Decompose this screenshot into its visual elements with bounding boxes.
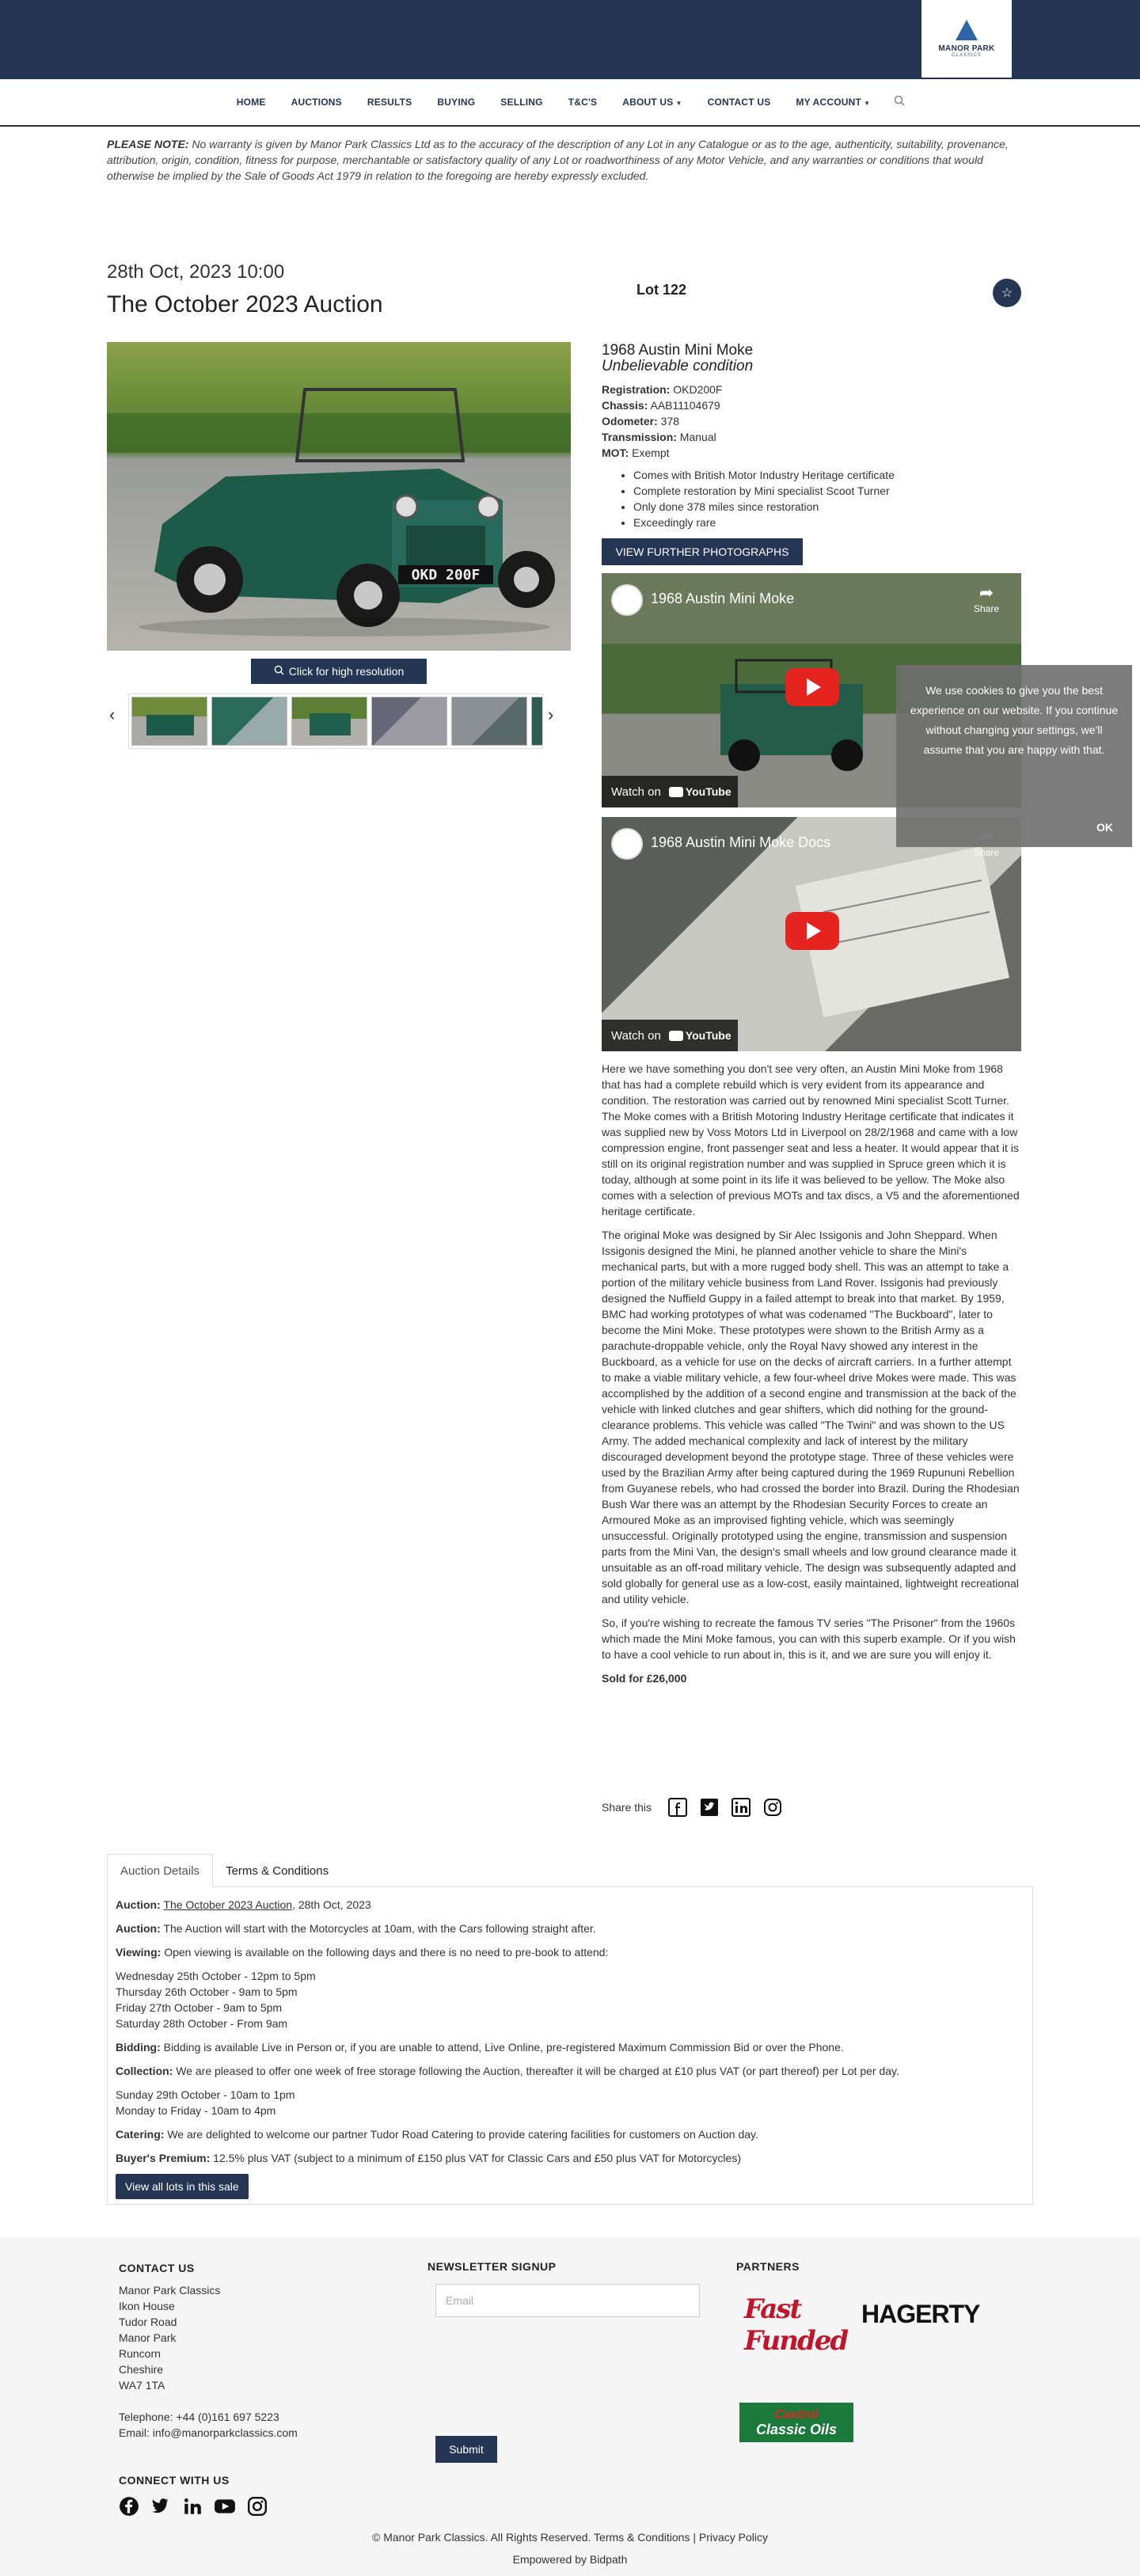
description-paragraph: The original Moke was designed by Sir Alec Issigonis and John Sheppard. When Issigonis designed the Mini, he planned another vehicle to share the Mini's mechanical parts, but with a more rugged body shell. This was an attempt to take a portion of the military vehicle business from Land Rover. Issigonis had previously designed the Nuffield Guppy in a failed attempt to break into that market. By 1959, BMC had working prototypes of what was codenamed "The Buckboard", later to become the Mini Moke. These prototypes were shown to the British Army as a parachute-droppable vehicle, only the Royal Navy showed any interest in the Buckboard, as a vehicle for use on the decks of aircraft carriers. In a further attempt to make a viable military vehicle, a few four-wheel drive Mokes were made. This was accomplished by the addition of a second engine and transmission at the back of the vehicle with linked clutches and gear shifters, which did nothing for the ground-clearance problems. This vehicle was called "The Twini" and was shown to the US Army. The added mechanical complexity and lack of interest by the military discouraged development beyond the prototype stage. Three of these vehicles were used by the Brazilian Army after being captured during the 1969 Rupununi Rebellion from Guyanese rebels, who had crossed the border into Brazil. During the Rhodesian Bush War there was an attempt by the Rhodesian Security Forces to create an Armoured Moke as an improvised fighting vehicle, which was seemingly unsuccessful. Originally prototyped using the engine, transmission and suspension parts from the Mini Van, the design's small wheels and low ground clearance made it unsuitable as an off-road military vehicle. The design was subsequently adapted and sold globally for general use as a low-cost, easily maintained, lightweight recreational and utility vehicle. <box>602 1229 1020 1605</box>
address-line: Tudor Road <box>119 2316 177 2328</box>
address-line: Runcorn <box>119 2347 161 2360</box>
high-resolution-button[interactable] <box>251 659 427 684</box>
detail-text: Open viewing is available on the following days and there is no need to pre-book to attend: <box>161 1946 609 1959</box>
footer-connect <box>119 2474 268 2519</box>
watch-on-label: Watch on <box>611 785 661 799</box>
detail-collection <box>116 2063 1024 2079</box>
auction-date: 28th Oct, 2023 10:00 <box>107 261 285 283</box>
address-line: Ikon House <box>119 2300 175 2312</box>
detail-text: We are delighted to welcome our partner Tudor Road Catering to provide catering facilities for customers on Auction day. <box>164 2128 758 2141</box>
list-item: • Only done 378 miles since restoration <box>633 499 895 515</box>
lot-number: Lot 122 <box>636 282 687 298</box>
tab-terms-conditions[interactable]: Terms & Conditions <box>226 1864 329 1878</box>
channel-avatar[interactable] <box>611 828 643 860</box>
nav-about-us[interactable] <box>610 97 694 108</box>
watch-on-label: Watch on <box>611 1028 661 1043</box>
play-icon <box>807 678 821 696</box>
logo-mark-icon <box>956 20 978 40</box>
thumbnail[interactable] <box>531 697 543 746</box>
tab-auction-details[interactable]: Auction Details <box>107 1854 213 1887</box>
list-item: • Comes with British Motor Industry Heritage certificate <box>633 467 895 483</box>
newsletter-submit-button[interactable]: Submit <box>435 2436 497 2463</box>
copyright-line <box>0 2531 1140 2544</box>
address-line: WA7 1TA <box>119 2379 165 2392</box>
partner-hagerty-logo[interactable]: HAGERTY <box>861 2300 980 2328</box>
footer-heading: CONNECT WITH US <box>119 2474 230 2487</box>
powered-by[interactable]: Empowered by Bidpath <box>512 2553 628 2566</box>
address-line: Cheshire <box>119 2363 164 2376</box>
nav-my-account[interactable] <box>783 97 883 108</box>
description-paragraph: Here we have something you don't see very often, an Austin Mini Moke from 1968 that has had a complete rebuild which is very evident from its appearance and condition. The restoration was carried out by renowned Mini specialist Scott Turner. The Moke comes with a British Motoring Industry Heritage certificate that indicates it was supplied new by Voss Motors Ltd in Liverpool on 28/2/1968 and came with a low compression engine, front passenger seat and less a heater. It would appear that it is still on its original registration number and was supplied in Spruce green which it is today, although at some point in its life it was believed to be yellow. The Moke also comes with a selection of previous MOTs and tax discs, a V5 and the aforementioned heritage certificate. <box>602 1062 1020 1218</box>
detail-label: Auction: <box>116 1922 161 1935</box>
star-icon: ☆ <box>1001 287 1013 300</box>
spec-value: AAB11104679 <box>648 399 720 412</box>
spec-value: Exempt <box>629 446 670 459</box>
spec-value: Manual <box>676 431 716 443</box>
play-icon <box>807 922 821 940</box>
spec-value: OKD200F <box>670 383 723 396</box>
list-item: Friday 27th October - 9am to 5pm <box>116 2001 283 2014</box>
detail-label: Buyer's Premium: <box>116 2152 211 2164</box>
nav-home[interactable]: HOME <box>236 97 266 108</box>
twitter-icon[interactable] <box>699 1797 720 1818</box>
sold-price: Sold for £26,000 <box>602 1672 687 1685</box>
warranty-note-text: No warranty is given by Manor Park Classics Ltd as to the accuracy of the description of any Lot in any Catalogue or as to the age, authenticity, suitability, provenance, attribution, origin, condition, fitness for purpose, merchantable or satisfactory quality of any Lot or roadworthiness of any Motor Vehicle, and any warranties or conditions that would otherwise be implied by the Sale of Goods Act 1979 in relation to the foregoing are hereby expressly excluded. <box>107 138 1009 182</box>
main-photo[interactable] <box>107 342 571 651</box>
nav-about-us-label: ABOUT US <box>622 97 674 108</box>
watch-on-youtube-button[interactable] <box>602 776 738 807</box>
thumbnail[interactable] <box>291 697 367 746</box>
thumbnail[interactable] <box>451 697 527 746</box>
warranty-note-label: PLEASE NOTE: <box>107 138 189 150</box>
car-photo-image <box>107 342 571 651</box>
detail-label: Auction: <box>116 1898 161 1911</box>
classic-oils-text: Classic Oils <box>755 2422 838 2437</box>
car-plate-text: OKD 200F <box>411 567 481 583</box>
youtube-icon <box>669 1031 683 1041</box>
youtube-icon[interactable] <box>214 2496 236 2519</box>
list-item: • Exceedingly rare <box>633 515 895 530</box>
footer-separator: | <box>690 2531 699 2544</box>
watch-star-button[interactable] <box>993 279 1021 307</box>
further-photographs-button[interactable]: VIEW FURTHER PHOTOGRAPHS <box>602 538 803 565</box>
logo-sub: CLASSICS <box>952 53 982 58</box>
nav-results[interactable]: RESULTS <box>367 97 412 108</box>
detail-bidding <box>116 2039 1024 2055</box>
detail-viewing <box>116 1944 1024 1960</box>
detail-text: , 28th Oct, 2023 <box>292 1898 371 1911</box>
auction-link[interactable]: The October 2023 Auction <box>163 1898 293 1911</box>
address-line: Manor Park <box>119 2331 177 2344</box>
footer-heading: CONTACT US <box>119 2262 195 2274</box>
list-item: Thursday 26th October - 9am to 5pm <box>116 1985 298 1998</box>
share-label: Share this <box>602 1801 652 1814</box>
list-item: Wednesday 25th October - 12pm to 5pm <box>116 1970 316 1982</box>
youtube-icon <box>669 787 683 797</box>
list-item: Monday to Friday - 10am to 4pm <box>116 2104 276 2117</box>
video-title[interactable]: 1968 Austin Mini Moke Docs <box>651 834 831 850</box>
detail-catering <box>116 2126 1024 2142</box>
facebook-icon[interactable] <box>667 1797 688 1818</box>
castrol-text: Castrol <box>774 2408 819 2422</box>
footer-heading: NEWSLETTER SIGNUP <box>428 2260 557 2273</box>
main-nav <box>0 79 1140 127</box>
detail-text: The Auction will start with the Motorcycles at 10am, with the Cars following straight after. <box>160 1922 596 1935</box>
top-bar <box>0 0 1140 79</box>
thumbnail[interactable] <box>131 697 207 746</box>
youtube-logo <box>669 1029 732 1042</box>
detail-text: We are pleased to offer one week of free storage following the Auction, thereafter it will be charged at £10 plus VAT (or part thereof) per Lot per day. <box>173 2065 899 2077</box>
description-paragraph: So, if you're wishing to recreate the famous TV series "The Prisoner" from the 1960s which made the Mini Moke famous, you can with this superb example. Or if you wish to have a cool vehicle to run about in, this is it, and we are sure you will enjoy it. <box>602 1617 1016 1661</box>
spec-registration <box>602 382 722 397</box>
nav-contact-us[interactable]: CONTACT US <box>707 97 771 108</box>
detail-auction-start <box>116 1921 1024 1936</box>
list-item: • Complete restoration by Mini specialist Scoot Turner <box>633 483 895 499</box>
chevron-right-icon[interactable]: › <box>548 705 554 724</box>
spec-mot <box>602 445 722 461</box>
chevron-down-icon: ▼ <box>675 100 682 107</box>
nav-my-account-label: MY ACCOUNT <box>796 97 862 108</box>
lot-description <box>602 1061 1021 1694</box>
page-title: The October 2023 Auction <box>107 291 383 317</box>
channel-avatar[interactable] <box>611 584 643 616</box>
footer <box>0 2236 1140 2576</box>
detail-premium <box>116 2150 1024 2166</box>
footer-telephone[interactable]: Telephone: +44 (0)161 697 5223 <box>119 2411 279 2423</box>
video-share-label: Share <box>973 603 999 614</box>
cookie-ok-button[interactable]: OK <box>1096 821 1113 834</box>
nav-selling[interactable]: SELLING <box>500 97 543 108</box>
search-icon[interactable] <box>883 95 916 109</box>
partner-castrol-logo[interactable] <box>739 2403 853 2442</box>
spec-label: Odometer: <box>602 415 658 427</box>
chevron-left-icon[interactable]: ‹ <box>109 705 116 724</box>
spec-transmission <box>602 429 722 445</box>
copyright-text: © Manor Park Classics. All Rights Reserved. <box>372 2531 591 2544</box>
video-embed-2[interactable] <box>602 817 1021 1051</box>
view-all-lots-button[interactable]: View all lots in this sale <box>116 2174 249 2199</box>
nav-auctions[interactable]: AUCTIONS <box>291 97 342 108</box>
detail-text: 12.5% plus VAT (subject to a minimum of £150 plus VAT for Classic Cars and £50 plus VAT for Motorcycles) <box>210 2152 741 2164</box>
linkedin-icon[interactable] <box>182 2496 203 2519</box>
site-logo[interactable] <box>922 0 1012 78</box>
spec-label: Transmission: <box>602 431 677 443</box>
viewing-days <box>116 1968 1024 2031</box>
vehicle-specs <box>602 382 722 461</box>
newsletter-email-input[interactable]: Email <box>435 2284 700 2317</box>
vehicle-subtitle: Unbelievable condition <box>602 358 754 374</box>
vehicle-highlights <box>633 467 895 530</box>
detail-label: Viewing: <box>116 1946 162 1959</box>
collection-days <box>116 2087 1024 2118</box>
chevron-down-icon: ▼ <box>864 100 871 107</box>
detail-label: Bidding: <box>116 2041 161 2054</box>
warranty-note <box>107 136 1033 184</box>
spec-value: 378 <box>657 415 680 427</box>
nav-buying[interactable]: BUYING <box>437 97 476 108</box>
video-share-button[interactable] <box>974 583 999 614</box>
share-row <box>602 1797 783 1818</box>
footer-privacy-link[interactable]: Privacy Policy <box>698 2531 768 2544</box>
video-title[interactable]: 1968 Austin Mini Moke <box>651 591 795 606</box>
thumbnail[interactable] <box>211 697 287 746</box>
instagram-icon[interactable] <box>247 2496 268 2519</box>
list-item: Sunday 29th October - 10am to 1pm <box>116 2088 295 2101</box>
spec-chassis <box>602 397 722 413</box>
play-button[interactable] <box>785 668 839 706</box>
auction-details-panel <box>107 1886 1033 2205</box>
detail-label: Collection: <box>116 2065 173 2077</box>
spec-odometer <box>602 413 722 429</box>
spec-label: Registration: <box>602 383 671 396</box>
watch-on-youtube-button[interactable] <box>602 1020 738 1051</box>
youtube-label: YouTube <box>685 785 732 798</box>
play-button[interactable] <box>785 912 839 950</box>
footer-email[interactable]: Email: info@manorparkclassics.com <box>119 2426 298 2439</box>
spec-label: Chassis: <box>602 399 648 412</box>
footer-contact <box>119 2260 298 2441</box>
nav-terms[interactable]: T&C'S <box>568 97 598 108</box>
list-item: Saturday 28th October - From 9am <box>116 2017 288 2030</box>
share-icon: ➦ <box>978 583 994 602</box>
detail-text: Bidding is available Live in Person or, if you are unable to attend, Live Online, pre-registered Maximum Commission Bid or over the Phone. <box>160 2041 844 2054</box>
footer-partners <box>736 2260 980 2437</box>
address-line: Manor Park Classics <box>119 2284 221 2297</box>
facebook-icon[interactable] <box>119 2496 139 2519</box>
search-icon <box>274 665 284 678</box>
instagram-icon[interactable] <box>762 1797 783 1818</box>
footer-terms-link[interactable]: Terms & Conditions <box>594 2531 690 2544</box>
footer-heading: PARTNERS <box>736 2260 800 2273</box>
vehicle-name: 1968 Austin Mini Moke <box>602 342 754 359</box>
video-share-label: Share <box>973 847 999 858</box>
detail-auction <box>116 1897 1024 1913</box>
partner-fast-funded-logo[interactable]: Fast Funded <box>744 2293 848 2357</box>
twitter-icon[interactable] <box>150 2496 171 2519</box>
thumbnail[interactable] <box>371 697 447 746</box>
detail-label: Catering: <box>116 2128 165 2141</box>
linkedin-icon[interactable] <box>731 1797 751 1818</box>
social-links <box>119 2496 268 2519</box>
cookie-notice <box>896 665 1132 847</box>
cookie-text: We use cookies to give you the best experience on our website. If you continue without changing your settings, we'll assume that you are happy with that. <box>910 684 1119 756</box>
footer-newsletter <box>428 2260 557 2456</box>
logo-name: MANOR PARK <box>938 44 995 53</box>
high-resolution-label: Click for high resolution <box>288 665 405 678</box>
youtube-label: YouTube <box>685 1029 732 1042</box>
spec-label: MOT: <box>602 446 629 459</box>
youtube-logo <box>669 785 732 798</box>
thumbnail-strip <box>128 693 543 749</box>
detail-tabs <box>107 1854 341 1887</box>
